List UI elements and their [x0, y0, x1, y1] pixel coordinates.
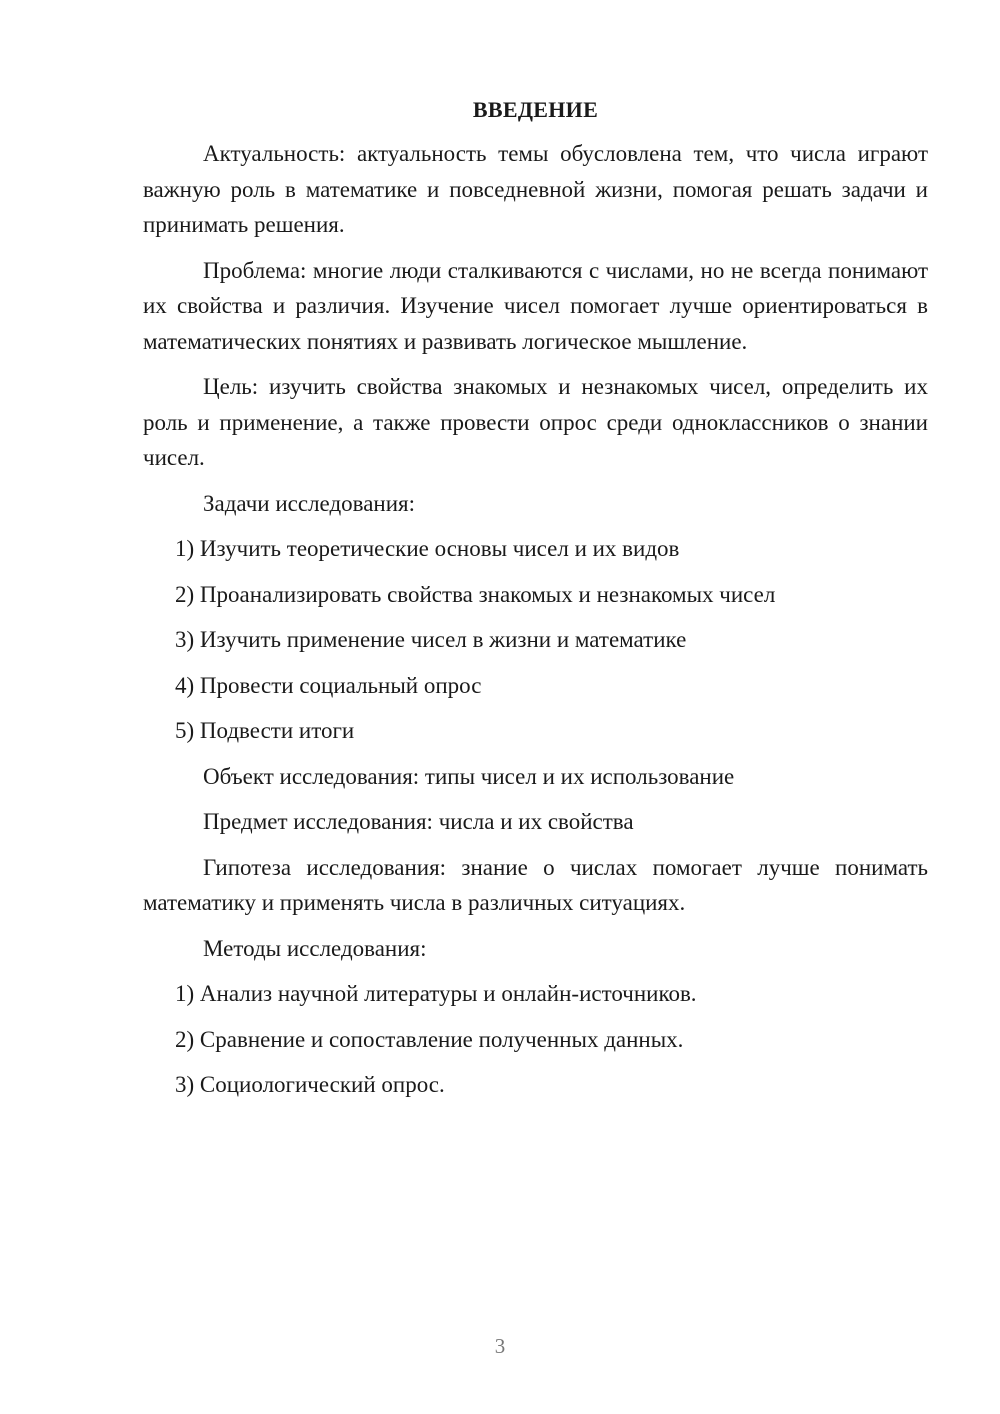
- list-item: 3) Социологический опрос.: [175, 1072, 445, 1097]
- tasks-list: [143, 531, 928, 749]
- page-number: 3: [494, 1334, 506, 1358]
- tasks-title: Задачи исследования:: [203, 490, 416, 516]
- page-content: [143, 92, 928, 1113]
- list-item: 2) Проанализировать свойства знакомых и незнакомых чисел: [175, 581, 776, 607]
- list-item: 4) Провести социальный опрос: [175, 672, 482, 698]
- list-item: 2) Сравнение и сопоставление полученных данных.: [175, 1026, 684, 1052]
- list-item: 1) Анализ научной литературы и онлайн-источников.: [175, 981, 697, 1006]
- methods-list: [143, 976, 928, 1103]
- object-paragraph: Объект исследования: типы чисел и их использование: [203, 763, 735, 789]
- methods-title: Методы исследования:: [203, 935, 427, 961]
- relevance-paragraph: Актуальность: актуальность темы обусловлена тем, что числа играют важную роль в математике и повседневной жизни, помогая решать задачи и принимать решения.: [143, 141, 928, 237]
- hypothesis-paragraph: Гипотеза исследования: знание о числах помогает лучше понимать математику и применять числа в различных ситуациях.: [143, 854, 928, 915]
- list-item: 1) Изучить теоретические основы чисел и их видов: [175, 536, 680, 561]
- list-item: 5) Подвести итоги: [175, 718, 355, 743]
- problem-paragraph: Проблема: многие люди сталкиваются с числами, но не всегда понимают их свойства и различия. Изучение чисел помогает лучше ориентироваться в математических понятиях и развивать логическое мышление.: [143, 257, 928, 354]
- section-heading: ВВЕДЕНИЕ: [472, 97, 599, 122]
- goal-paragraph: Цель: изучить свойства знакомых и незнакомых чисел, определить их роль и применение, а также провести опрос среди одноклассников о знании чисел.: [143, 374, 928, 470]
- list-item: 3) Изучить применение чисел в жизни и математике: [175, 627, 687, 652]
- subject-paragraph: Предмет исследования: числа и их свойства: [203, 809, 634, 834]
